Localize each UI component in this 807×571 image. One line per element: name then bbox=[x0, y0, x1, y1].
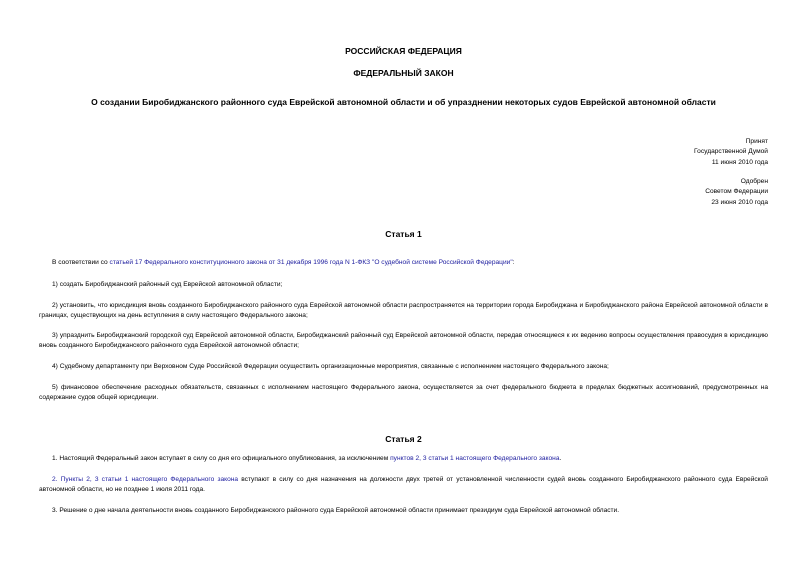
article-1-heading: Статья 1 bbox=[385, 229, 422, 239]
article-1-item-5: 5) финансовое обеспечение расходных обязательств, связанных с исполнением настоящего Федерального закона, осуществляется за счет федерального бюджета в пределах бюджетных ассигнований, предусмотренных на содержание судов общей юрисдикции. bbox=[39, 384, 768, 402]
points-2-3-reference-link[interactable]: 2. Пункты 2, 3 статьи 1 настоящего Федерального закона bbox=[52, 476, 239, 483]
intro-text: В соответствии со bbox=[52, 259, 110, 266]
constitutional-law-link[interactable]: статьей 17 Федерального конституционного закона от 31 декабря 1996 года N 1-ФКЗ "О судебной системе Российской Федерации" bbox=[109, 259, 513, 266]
document-type-heading: ФЕДЕРАЛЬНЫЙ ЗАКОН bbox=[353, 68, 454, 78]
item-1-text: 1. Настоящий Федеральный закон вступает в силу со дня его официального опубликования, за исключением bbox=[52, 455, 391, 462]
adoption-block bbox=[694, 137, 768, 168]
intro-colon: : bbox=[512, 259, 515, 266]
article-1-intro bbox=[39, 258, 768, 268]
adopted-body: Государственной Думой bbox=[694, 148, 768, 156]
approved-date: 23 июня 2010 года bbox=[711, 198, 768, 206]
article-2-item-3: 3. Решение о дне начала деятельности вновь созданного Биробиджанского районного суда Еврейской автономной области принимает президиум суда Еврейской автономной области. bbox=[52, 507, 620, 514]
article-2-item-2 bbox=[39, 475, 768, 496]
article-1-item-1: 1) создать Биробиджанский районный суд Еврейской автономной области; bbox=[52, 281, 283, 288]
article-1-item-2: 2) установить, что юрисдикция вновь созданного Биробиджанского районного суда Еврейской автономной области распространяется на территории города Биробиджана и Биробиджанского района Еврейской автономной области в границах, существующих на день вступления в силу настоящего Федерального закона; bbox=[39, 302, 768, 320]
points-2-3-link[interactable]: пунктов 2, 3 статьи 1 настоящего Федерального закона bbox=[390, 455, 560, 462]
country-heading: РОССИЙСКАЯ ФЕДЕРАЦИЯ bbox=[345, 46, 462, 56]
item-1-end: . bbox=[559, 455, 562, 462]
adopted-label: Принят bbox=[745, 138, 768, 145]
article-1-item-3: 3) упразднить Биробиджанский городской суд Еврейской автономной области, Биробиджанский районный суд Еврейской автономной области, передав относящиеся к их ведению вопросы осуществления правосудия в юрисдикцию вновь созданного Биробиджанского районного суда Еврейской автономной области; bbox=[39, 332, 768, 350]
law-title: О создании Биробиджанского районного суда Еврейской автономной области и об упразднении некоторых судов Еврейской автономной области bbox=[91, 97, 716, 107]
article-1-item-4: 4) Судебному департаменту при Верховном Суде Российской Федерации осуществить организационные мероприятия, связанные с исполнением настоящего Федерального закона; bbox=[52, 363, 609, 370]
approved-body: Советом Федерации bbox=[705, 188, 768, 196]
adopted-date: 11 июня 2010 года bbox=[711, 158, 768, 166]
approved-label: Одобрен bbox=[740, 178, 768, 185]
article-2-item-1 bbox=[39, 454, 768, 464]
approval-block bbox=[705, 177, 768, 208]
article-2-heading: Статья 2 bbox=[385, 434, 422, 444]
item-2-text: вступают в силу со дня назначения на должности двух третей от установленной численности судей вновь созданного Биробиджанского районного суда Еврейской автономной области, но не позднее 1 июля 2011 года. bbox=[39, 476, 768, 494]
